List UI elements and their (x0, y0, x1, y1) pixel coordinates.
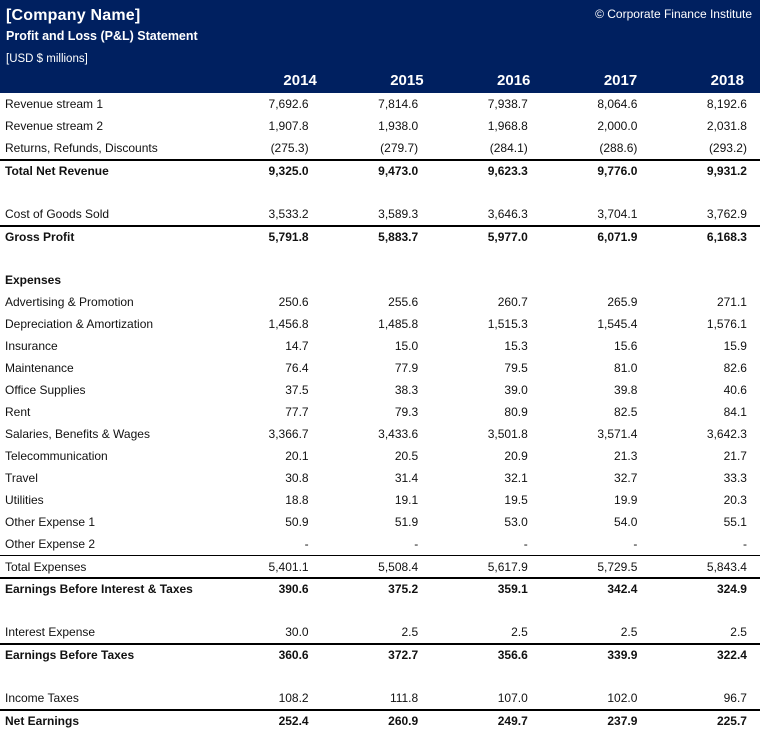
row-value: 7,814.6 (378, 97, 419, 111)
row-label: Travel (5, 471, 38, 485)
row-value: - (414, 537, 419, 551)
row-value: - (523, 537, 528, 551)
row-label: Depreciation & Amortization (5, 317, 154, 331)
row-value: 19.5 (504, 493, 528, 507)
table-row (0, 401, 760, 423)
table-row (0, 357, 760, 379)
row-label: Other Expense 1 (5, 515, 96, 529)
row-value: 3,642.3 (706, 427, 747, 441)
row-value: 2,000.0 (597, 119, 638, 133)
row-value: 32.1 (504, 471, 528, 485)
row-value: 55.1 (723, 515, 747, 529)
table-row (0, 533, 760, 555)
table-row (0, 115, 760, 137)
row-value: 7,938.7 (487, 97, 528, 111)
row-value: 32.7 (614, 471, 638, 485)
row-label: Earnings Before Interest & Taxes (5, 582, 193, 596)
row-value: 30.8 (285, 471, 309, 485)
year-header-spacer (6, 72, 218, 89)
row-value: 20.3 (723, 493, 747, 507)
table-row (0, 423, 760, 445)
row-value: 324.9 (716, 582, 747, 596)
row-value: 38.3 (394, 383, 419, 397)
row-value: 5,843.4 (706, 559, 747, 574)
row-label: Expenses (5, 273, 62, 287)
row-label: Rent (5, 405, 31, 419)
row-value: 250.6 (278, 295, 309, 309)
row-value: 5,508.4 (378, 559, 419, 574)
year-column-header-2018: 2018 (710, 72, 744, 89)
row-label: Advertising & Promotion (5, 295, 134, 309)
table-row (0, 643, 760, 665)
table-row (0, 225, 760, 247)
row-label: Telecommunication (5, 449, 108, 463)
row-value: 271.1 (716, 295, 747, 309)
row-value: 5,729.5 (597, 559, 638, 574)
row-value: 9,776.0 (597, 164, 638, 178)
row-value: 356.6 (497, 648, 528, 662)
row-label: Net Earnings (5, 714, 80, 728)
row-value: 30.0 (285, 625, 309, 639)
row-value: 80.9 (504, 405, 528, 419)
statement-title: Profit and Loss (P&L) Statement (6, 29, 198, 43)
row-value: 82.5 (614, 405, 638, 419)
table-row (0, 379, 760, 401)
row-value: 3,501.8 (487, 427, 528, 441)
table-row (0, 159, 760, 181)
row-label: Income Taxes (5, 691, 79, 705)
row-value: 225.7 (716, 714, 747, 728)
row-value: (284.1) (489, 141, 528, 155)
row-value: 53.0 (504, 515, 528, 529)
row-value: 14.7 (285, 339, 309, 353)
row-value: 20.5 (394, 449, 419, 463)
row-value: 19.1 (394, 493, 419, 507)
row-value: 6,071.9 (597, 230, 638, 244)
row-value: 9,931.2 (706, 164, 747, 178)
row-label: Interest Expense (5, 625, 96, 639)
company-name: [Company Name] (6, 7, 141, 24)
row-value: (288.6) (599, 141, 638, 155)
row-value: 1,938.0 (378, 119, 419, 133)
table-row (0, 577, 760, 599)
row-value: 108.2 (278, 691, 309, 705)
row-value: 1,485.8 (378, 317, 419, 331)
row-value: 3,762.9 (706, 207, 747, 221)
row-value: 77.7 (285, 405, 309, 419)
spacer-row (0, 665, 760, 687)
row-label: Other Expense 2 (5, 537, 96, 551)
row-value: 2.5 (730, 625, 747, 639)
row-value: 8,192.6 (706, 97, 747, 111)
row-value: 342.4 (607, 582, 638, 596)
year-column-header-2016: 2016 (497, 72, 531, 89)
row-value: 15.0 (394, 339, 419, 353)
table-row (0, 489, 760, 511)
year-column-header-2017: 2017 (603, 72, 638, 89)
row-value: 96.7 (723, 691, 747, 705)
row-value: 39.0 (504, 383, 528, 397)
table-row (0, 313, 760, 335)
row-value: 372.7 (388, 648, 419, 662)
row-value: 1,456.8 (268, 317, 309, 331)
row-value: 40.6 (723, 383, 747, 397)
row-value: 15.6 (614, 339, 638, 353)
row-value: - (633, 537, 638, 551)
table-row (0, 269, 760, 291)
row-value: 339.9 (607, 648, 638, 662)
row-label: Earnings Before Taxes (5, 648, 135, 662)
row-value: (279.7) (380, 141, 419, 155)
row-label: Gross Profit (5, 230, 75, 244)
row-value: 322.4 (716, 648, 747, 662)
spacer-row (0, 247, 760, 269)
year-column-header-2015: 2015 (390, 72, 424, 89)
table-row (0, 445, 760, 467)
row-value: (275.3) (270, 141, 309, 155)
row-value: 81.0 (614, 361, 638, 375)
row-value: 79.3 (394, 405, 419, 419)
row-value: 1,515.3 (487, 317, 528, 331)
pl-statement-table (0, 93, 760, 731)
header-top-bar (6, 7, 752, 25)
year-header-row (6, 72, 752, 93)
row-value: 2.5 (511, 625, 528, 639)
table-row (0, 335, 760, 357)
row-value: 9,623.3 (487, 164, 528, 178)
table-row (0, 621, 760, 643)
row-value: 15.9 (723, 339, 747, 353)
statement-header (0, 0, 760, 93)
row-label: Utilities (5, 493, 44, 507)
row-value: 19.9 (614, 493, 638, 507)
row-value: 9,473.0 (378, 164, 419, 178)
row-value: 15.3 (504, 339, 528, 353)
table-row (0, 291, 760, 313)
row-value: 3,646.3 (487, 207, 528, 221)
row-value: 76.4 (285, 361, 309, 375)
row-value: 8,064.6 (597, 97, 638, 111)
row-value: 21.7 (723, 449, 747, 463)
row-value: 111.8 (389, 691, 419, 705)
row-value: 3,571.4 (597, 427, 638, 441)
row-value: 359.1 (497, 582, 528, 596)
copyright-notice: © Corporate Finance Institute (595, 7, 752, 21)
row-value: 102.0 (607, 691, 638, 705)
row-value: 360.6 (278, 648, 309, 662)
row-label: Maintenance (5, 361, 74, 375)
row-value: 1,968.8 (487, 119, 528, 133)
row-value: 237.9 (607, 714, 638, 728)
row-value: 21.3 (614, 449, 638, 463)
row-value: 390.6 (278, 582, 309, 596)
row-value: 77.9 (394, 361, 419, 375)
table-row (0, 555, 760, 577)
row-value: 2.5 (401, 625, 419, 639)
row-value: 3,704.1 (597, 207, 638, 221)
row-value: 54.0 (614, 515, 638, 529)
row-value: 6,168.3 (706, 230, 747, 244)
row-value: - (742, 537, 747, 551)
row-value: - (304, 537, 309, 551)
row-value: 50.9 (285, 515, 309, 529)
row-value: 5,883.7 (378, 230, 419, 244)
row-value: 260.9 (388, 714, 419, 728)
table-row (0, 687, 760, 709)
row-value: 3,533.2 (268, 207, 309, 221)
row-value: 5,617.9 (487, 559, 528, 574)
row-value: 51.9 (394, 515, 419, 529)
row-value: 20.9 (504, 449, 528, 463)
row-value: 82.6 (723, 361, 747, 375)
row-label: Total Net Revenue (5, 164, 109, 178)
row-value: 260.7 (497, 295, 528, 309)
units-label: [USD $ millions] (6, 53, 88, 65)
row-value: 18.8 (285, 493, 309, 507)
table-row (0, 467, 760, 489)
row-label: Cost of Goods Sold (5, 207, 110, 221)
row-value: 375.2 (388, 582, 419, 596)
row-label: Total Expenses (5, 559, 87, 574)
row-value: 1,907.8 (268, 119, 309, 133)
row-value: 33.3 (723, 471, 747, 485)
row-value: 9,325.0 (268, 164, 309, 178)
row-value: 265.9 (607, 295, 638, 309)
row-value: 1,545.4 (597, 317, 638, 331)
row-value: 7,692.6 (268, 97, 309, 111)
row-value: 1,576.1 (706, 317, 747, 331)
row-value: 2,031.8 (706, 119, 747, 133)
table-row (0, 93, 760, 115)
row-value: (293.2) (708, 141, 747, 155)
row-value: 3,589.3 (378, 207, 419, 221)
row-label: Insurance (5, 339, 58, 353)
row-value: 84.1 (723, 405, 747, 419)
row-value: 3,366.7 (268, 427, 309, 441)
row-value: 252.4 (278, 714, 309, 728)
row-value: 5,401.1 (268, 559, 309, 574)
row-value: 249.7 (497, 714, 528, 728)
row-value: 37.5 (285, 383, 309, 397)
spacer-row (0, 181, 760, 203)
row-value: 5,791.8 (268, 230, 309, 244)
row-value: 3,433.6 (378, 427, 419, 441)
row-label: Salaries, Benefits & Wages (5, 427, 150, 441)
row-label: Revenue stream 1 (5, 97, 104, 111)
table-row (0, 709, 760, 731)
row-value: 255.6 (388, 295, 419, 309)
table-row (0, 511, 760, 533)
row-value: 31.4 (394, 471, 419, 485)
row-value: 2.5 (620, 625, 638, 639)
row-label: Office Supplies (5, 383, 86, 397)
row-label: Revenue stream 2 (5, 119, 104, 133)
table-row (0, 203, 760, 225)
year-column-header-2014: 2014 (283, 72, 317, 89)
row-value: 5,977.0 (487, 230, 528, 244)
row-label: Returns, Refunds, Discounts (5, 141, 158, 155)
row-value: 107.0 (497, 691, 528, 705)
row-value: 39.8 (614, 383, 638, 397)
spacer-row (0, 599, 760, 621)
table-row (0, 137, 760, 159)
row-value: 79.5 (504, 361, 528, 375)
row-value: 20.1 (285, 449, 309, 463)
